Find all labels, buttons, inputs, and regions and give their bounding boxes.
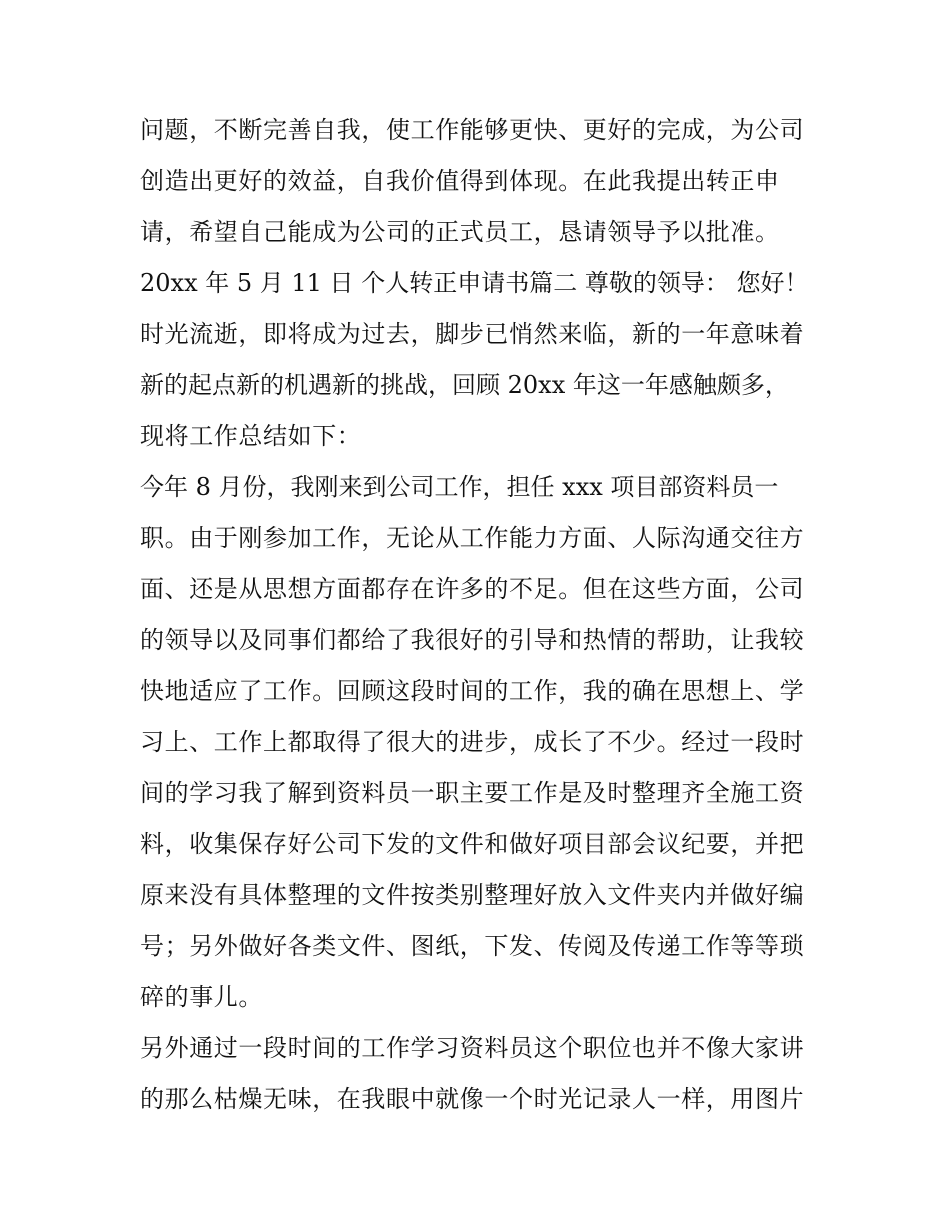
text-line: 习上、工作上都取得了很大的进步，成长了不少。经过一段时 bbox=[140, 728, 805, 756]
text-line: 料，收集保存好公司下发的文件和做好项目部会议纪要，并把 bbox=[140, 830, 805, 858]
text-line: 新的起点新的机遇新的挑战，回顾 20xx 年这一年感触颇多， bbox=[140, 371, 789, 399]
text-line: 职。由于刚参加工作，无论从工作能力方面、人际沟通交往方 bbox=[140, 524, 805, 552]
text-line: 的领导以及同事们都给了我很好的引导和热情的帮助，让我较 bbox=[140, 626, 805, 654]
text-line: 问题，不断完善自我，使工作能够更快、更好的完成，为公司 bbox=[140, 116, 805, 144]
text-line: 号；另外做好各类文件、图纸，下发、传阅及传递工作等等琐 bbox=[140, 932, 805, 960]
text-line: 另外通过一段时间的工作学习资料员这个职位也并不像大家讲 bbox=[140, 1034, 805, 1062]
text-line: 创造出更好的效益，自我价值得到体现。在此我提出转正申 bbox=[140, 167, 780, 195]
body-text bbox=[140, 105, 820, 1125]
text-line: 的那么枯燥无味，在我眼中就像一个时光记录人一样，用图片 bbox=[140, 1085, 805, 1113]
text-line: 今年 8 月份，我刚来到公司工作，担任 xxx 项目部资料员一 bbox=[140, 473, 779, 501]
text-line: 碎的事儿。 bbox=[140, 983, 263, 1011]
text-line: 间的学习我了解到资料员一职主要工作是及时整理齐全施工资 bbox=[140, 779, 805, 807]
text-line: 原来没有具体整理的文件按类别整理好放入文件夹内并做好编 bbox=[140, 881, 805, 909]
text-line: 快地适应了工作。回顾这段时间的工作，我的确在思想上、学 bbox=[140, 677, 805, 705]
text-line: 请，希望自己能成为公司的正式员工，恳请领导予以批准。 bbox=[140, 218, 780, 246]
text-line: 20xx 年 5 月 11 日 个人转正申请书篇二 尊敬的领导： 您好！ bbox=[140, 269, 809, 297]
text-line: 现将工作总结如下： bbox=[140, 422, 362, 450]
text-line: 时光流逝，即将成为过去，脚步已悄然来临，新的一年意味着 bbox=[140, 320, 805, 348]
text-line: 面、还是从思想方面都存在许多的不足。但在这些方面，公司 bbox=[140, 575, 805, 603]
